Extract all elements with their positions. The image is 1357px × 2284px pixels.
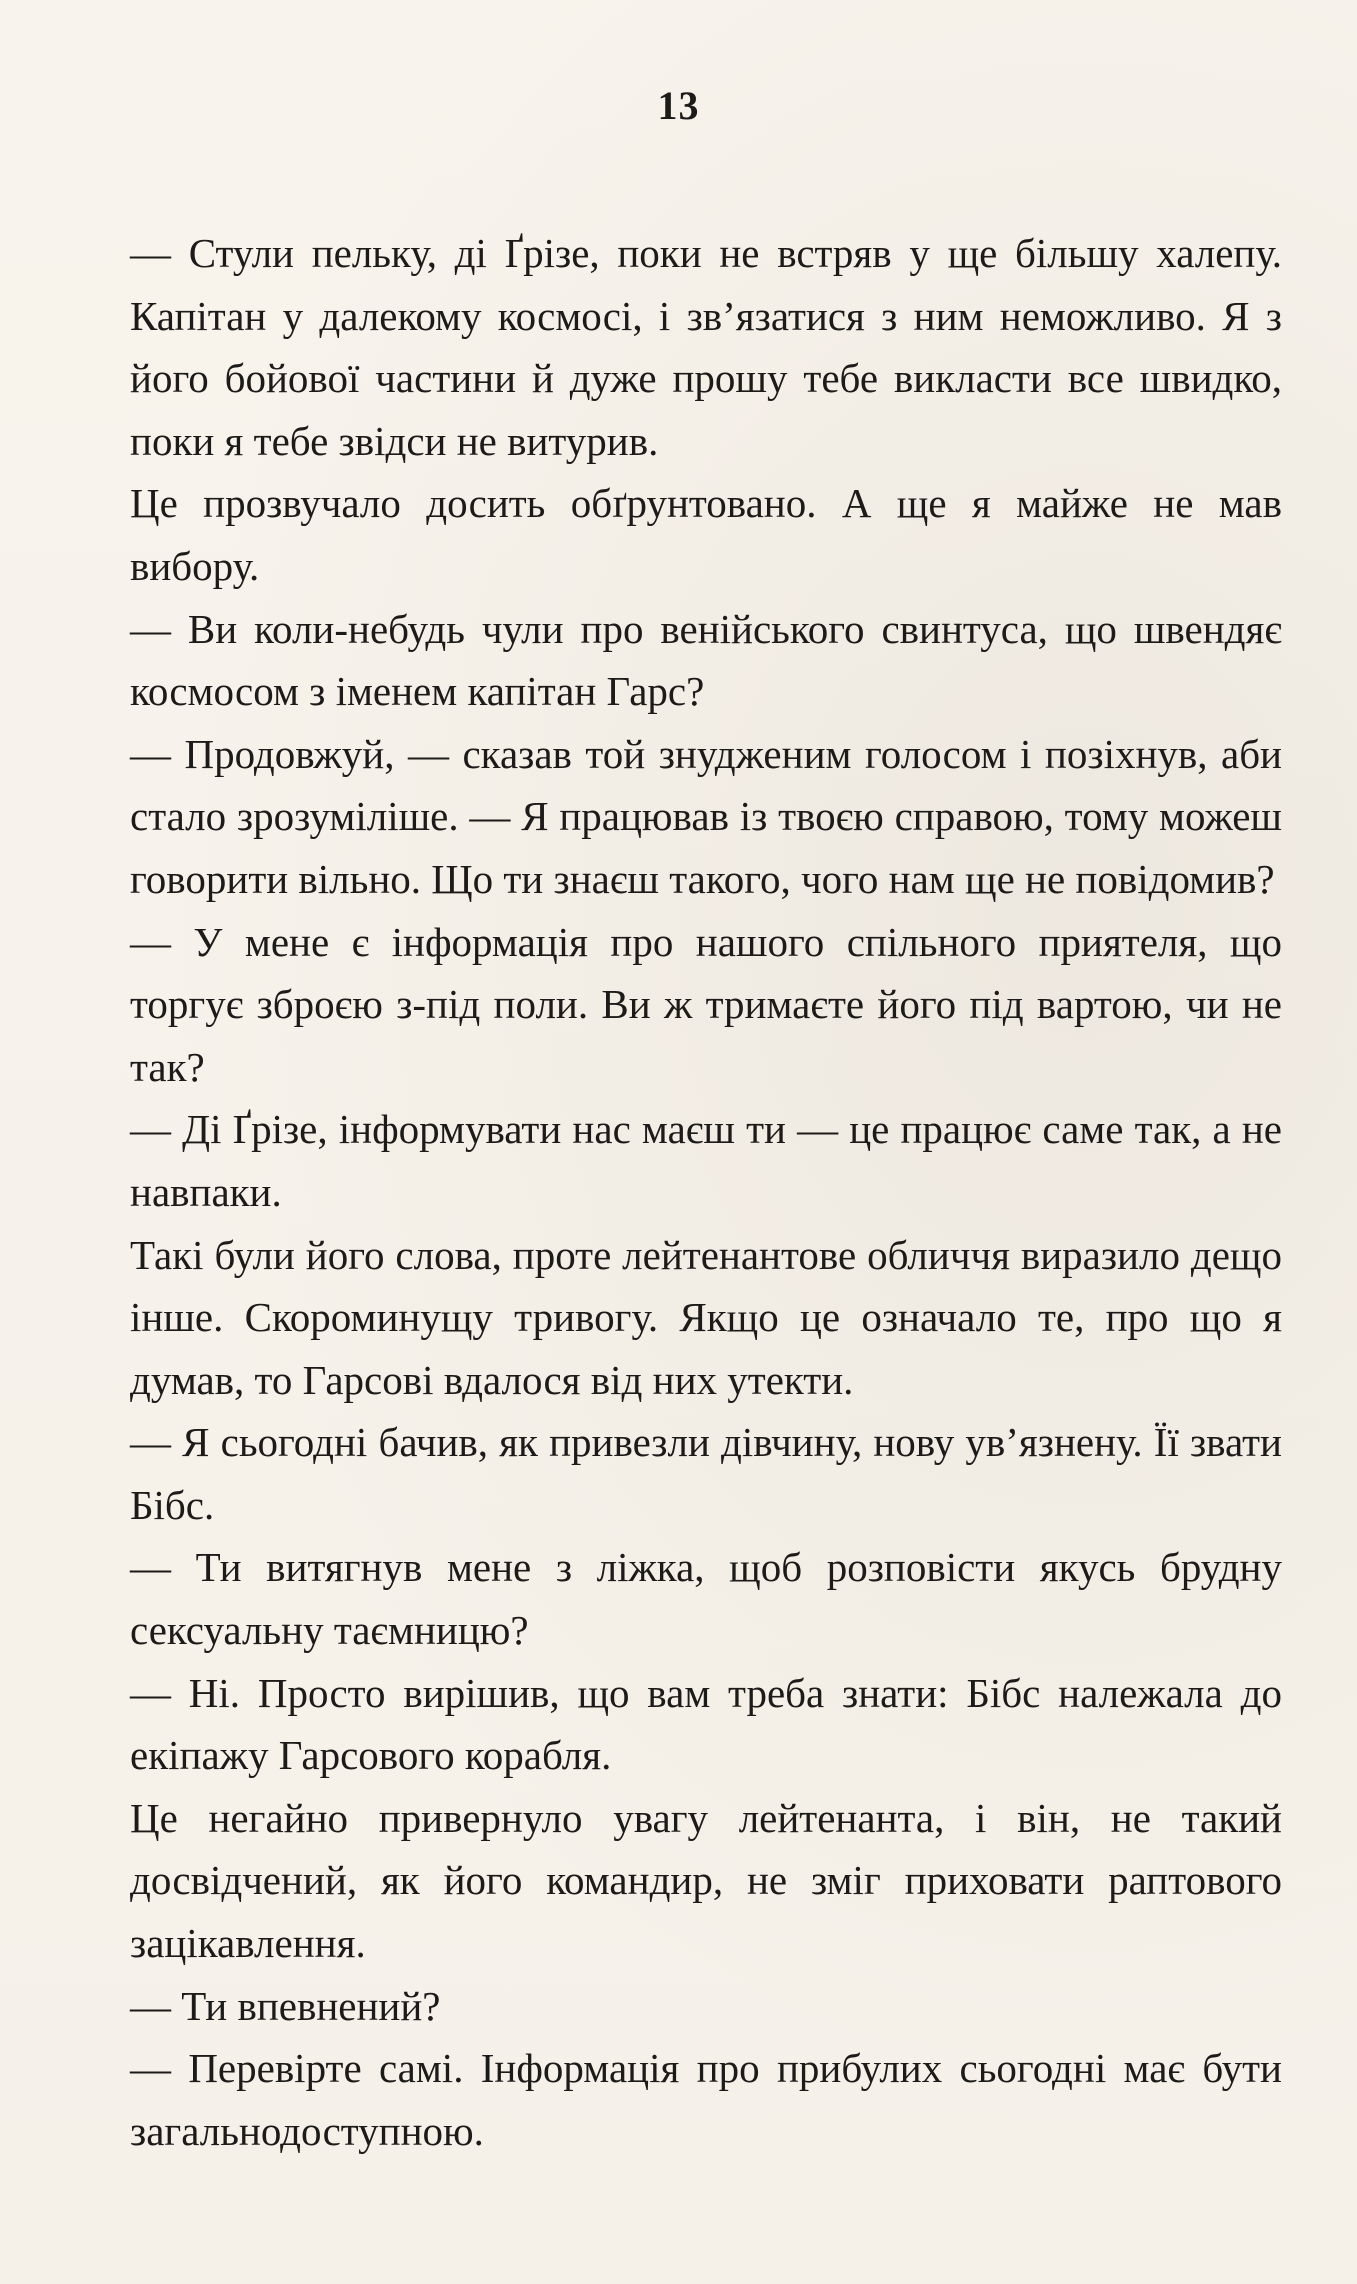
paragraph: Такі були його слова, проте лейтенантове обличчя виразило дещо інше. Скороминущу тривогу. Якщо це означало те, про що я думав, то Гарсові вдалося від них утекти. <box>130 1231 1282 1403</box>
paragraph: — Ні. Просто вирішив, що вам треба знати: Бібс належала до екіпажу Гарсового корабля. <box>130 1669 1282 1779</box>
paragraph: Це прозвучало досить обґрунтовано. А ще я майже не мав вибору. <box>130 480 1282 589</box>
paragraph: — Ти впевнений? <box>130 1982 441 2029</box>
paragraph: — Перевірте самі. Інформація про прибулих сьогодні має бути загальнодоступною. <box>130 2045 1282 2154</box>
page-number: 13 <box>657 83 700 128</box>
paragraph: — Ді Ґрізе, інформувати нас маєш ти — це працює саме так, а не навпаки. <box>130 1106 1282 1215</box>
paragraph: — Я сьогодні бачив, як привезли дівчину, нову ув’язнену. Її звати Бібс. <box>130 1419 1282 1528</box>
paragraph: — У мене є інформація про нашого спільного приятеля, що торгує зброєю з-під поли. Ви ж тримаєте його під вартою, чи не так? <box>130 918 1282 1090</box>
paragraph: — Стули пельку, ді Ґрізе, поки не встряв у ще більшу халепу. Капітан у далекому космосі, і зв’язатися з ним неможливо. Я з його бойової частини й дуже прошу тебе викласти все швидко, поки я тебе звідси не витурив. <box>130 230 1282 464</box>
paragraph: Це негайно привернуло увагу лейтенанта, і він, не такий досвідчений, як його командир, не зміг приховати раптового зацікавлення. <box>130 1794 1282 1967</box>
page-text <box>130 222 1282 2162</box>
paragraph: — Продовжуй, — сказав той знудженим голосом і позіхнув, аби стало зрозуміліше. — Я працював із твоєю справою, тому можеш говорити вільно. Що ти знаєш такого, чого нам ще не повідомив? <box>130 730 1282 902</box>
paragraph: — Ви коли-небудь чули про венійського свинтуса, що швендяє космосом з іменем капітан Гарс? <box>130 605 1282 715</box>
paragraph: — Ти витягнув мене з ліжка, щоб розповісти якусь брудну сексуальну таємницю? <box>130 1544 1282 1654</box>
